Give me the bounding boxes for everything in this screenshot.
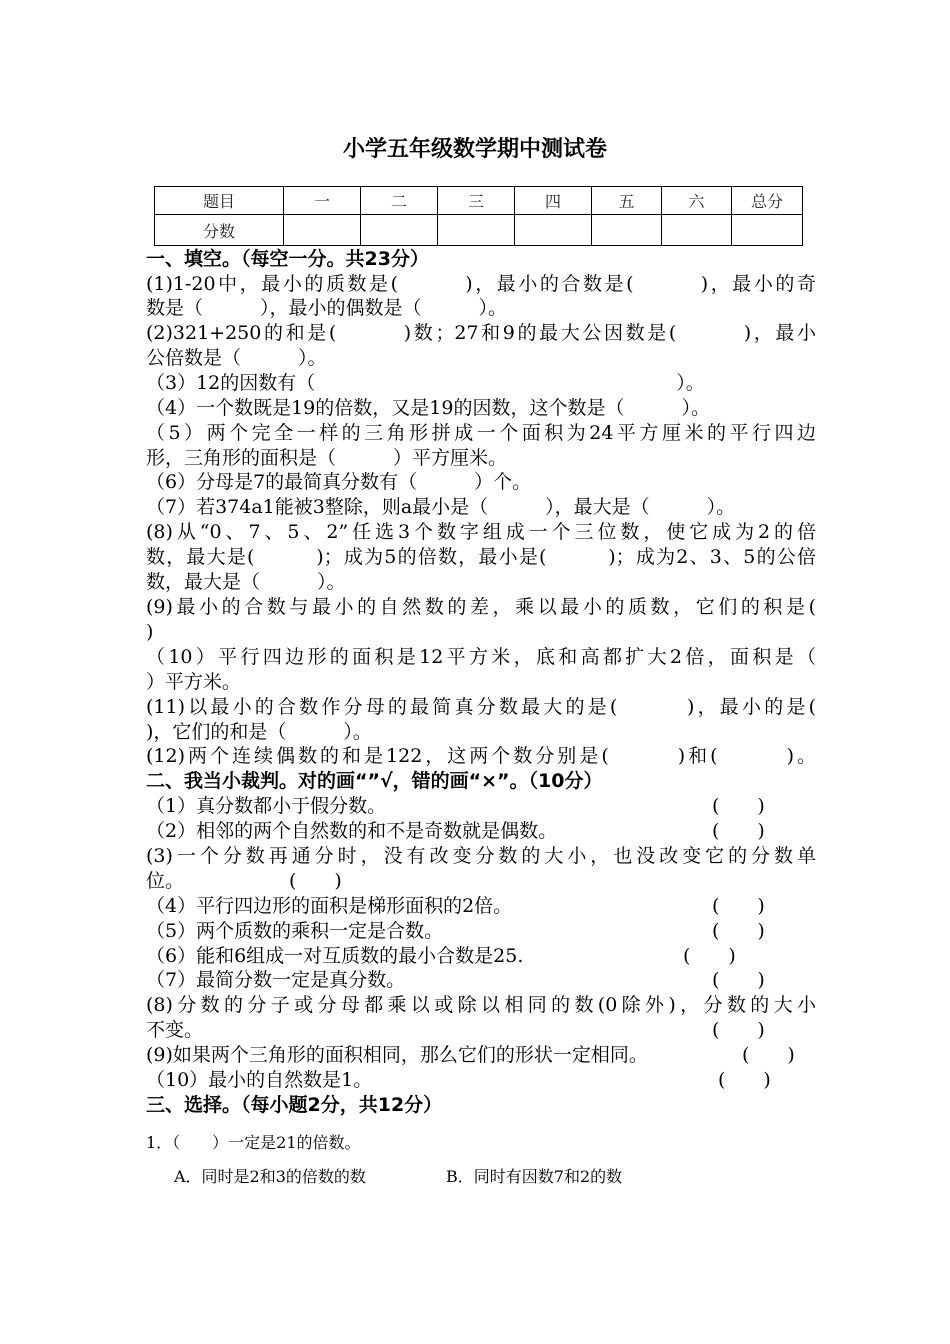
answer-paren[interactable]: ( ) bbox=[712, 795, 765, 817]
judge-item: （2）相邻的两个自然数的和不是奇数就是偶数。 bbox=[146, 820, 558, 842]
score-cell: 二 bbox=[361, 187, 438, 215]
score-cell: 六 bbox=[662, 187, 732, 215]
question-line: 数是（ ），最小的偶数是（ ）。 bbox=[146, 297, 508, 319]
judge-item: (3)一个分数再通分时，没有改变分数的大小，也没改变它的分数单 bbox=[146, 845, 816, 867]
choice-option-b[interactable]: B．同时有因数7和2的数 bbox=[446, 1167, 623, 1186]
score-input-cell[interactable] bbox=[515, 215, 592, 246]
judge-item: (9)如果两个三角形的面积相同，那么它们的形状一定相同。 bbox=[146, 1044, 648, 1066]
question-line: (11)以最小的合数作分母的最简真分数最大的是( )，最小的是( bbox=[146, 696, 816, 718]
question-line: 形，三角形的面积是（ ）平方厘米。 bbox=[146, 447, 508, 469]
section1-heading: 一、填空。（每空一分。共23分） bbox=[146, 248, 429, 270]
page-title: 小学五年级数学期中测试卷 bbox=[342, 137, 607, 162]
judge-item: （1）真分数都小于假分数。 bbox=[146, 795, 387, 817]
question-line: ）平方米。 bbox=[146, 671, 242, 693]
choice-option-a[interactable]: A．同时是2和3的倍数的数 bbox=[174, 1167, 366, 1186]
score-table-header-row bbox=[155, 187, 803, 215]
score-cell: 一 bbox=[284, 187, 361, 215]
question-line: ) bbox=[146, 621, 154, 643]
score-cell: 题目 bbox=[155, 187, 284, 215]
question-line: 公倍数是（ ）。 bbox=[146, 347, 327, 369]
question-line: (2)321+250的和是( )数；27和9的最大公因数是( )，最小 bbox=[146, 322, 816, 344]
question-line: (12)两个连续偶数的和是122，这两个数分别是( )和( )。 bbox=[146, 745, 816, 767]
judge-item: （7）最简分数一定是真分数。 bbox=[146, 969, 406, 991]
question-line: (9)最小的合数与最小的自然数的差，乘以最小的质数，它们的积是( bbox=[146, 596, 816, 618]
score-cell: 四 bbox=[515, 187, 592, 215]
section3-heading: 三、选择。（每小题2分，共12分） bbox=[146, 1094, 443, 1116]
score-cell: 三 bbox=[438, 187, 515, 215]
score-cell: 五 bbox=[592, 187, 662, 215]
score-table bbox=[154, 186, 803, 246]
section2-heading: 二、我当小裁判。对的画“”√，错的画“×”。（10分） bbox=[146, 770, 603, 792]
judge-item: (8)分数的分子或分母都乘以或除以相同的数(0除外)，分数的大小 bbox=[146, 994, 816, 1016]
score-input-cell[interactable] bbox=[361, 215, 438, 246]
score-input-cell[interactable] bbox=[438, 215, 515, 246]
judge-item: （6）能和6组成一对互质数的最小合数是25. bbox=[146, 945, 524, 967]
score-cell: 分数 bbox=[155, 215, 284, 246]
judge-item: 不变。 bbox=[146, 1019, 204, 1041]
question-line: )，它们的和是（ ）。 bbox=[146, 721, 372, 743]
answer-paren[interactable]: ( ) bbox=[712, 969, 765, 991]
question-line: (8)从“0、7、5、2”任选3个数字组成一个三位数，使它成为2的倍 bbox=[146, 521, 816, 543]
answer-paren[interactable]: ( ) bbox=[712, 1019, 765, 1041]
answer-paren[interactable]: ( ) bbox=[718, 1069, 771, 1091]
score-input-cell[interactable] bbox=[732, 215, 803, 246]
answer-paren[interactable]: ( ) bbox=[683, 945, 736, 967]
answer-paren[interactable]: ( ) bbox=[289, 870, 342, 892]
question-line: (1)1-20中，最小的质数是( )，最小的合数是( )，最小的奇 bbox=[146, 273, 816, 295]
question-line: 数，最大是（ ）。 bbox=[146, 571, 346, 593]
question-line: 数，最大是( )；成为5的倍数，最小是( )；成为2、3、5的公倍 bbox=[146, 546, 816, 568]
judge-item: （5）两个质数的乘积一定是合数。 bbox=[146, 920, 444, 942]
score-input-cell[interactable] bbox=[662, 215, 732, 246]
question-line: （7）若374a1能被3整除，则a最小是（ ），最大是（ ）。 bbox=[146, 496, 736, 518]
question-line: （10）平行四边形的面积是12平方米，底和高都扩大2倍，面积是（ bbox=[146, 646, 816, 668]
question-line: （5）两个完全一样的三角形拼成一个面积为24平方厘米的平行四边 bbox=[146, 422, 816, 444]
score-input-cell[interactable] bbox=[284, 215, 361, 246]
answer-paren[interactable]: ( ) bbox=[742, 1044, 795, 1066]
answer-paren[interactable]: ( ) bbox=[712, 920, 765, 942]
answer-paren[interactable]: ( ) bbox=[712, 895, 765, 917]
score-input-cell[interactable] bbox=[592, 215, 662, 246]
question-line: （4）一个数既是19的倍数，又是19的因数，这个数是（ ）。 bbox=[146, 397, 710, 419]
question-line: （3）12的因数有（ ）。 bbox=[146, 372, 705, 394]
judge-item: 位。 bbox=[146, 870, 185, 892]
question-line: （6）分母是7的最简真分数有（ ）个。 bbox=[146, 471, 532, 493]
score-cell: 总分 bbox=[732, 187, 803, 215]
judge-item: （4）平行四边形的面积是梯形面积的2倍。 bbox=[146, 895, 513, 917]
choice-question: 1．（ ）一定是21的倍数。 bbox=[146, 1133, 361, 1152]
answer-paren[interactable]: ( ) bbox=[712, 820, 765, 842]
score-table-score-row bbox=[155, 215, 803, 246]
judge-item: （10）最小的自然数是1。 bbox=[146, 1069, 373, 1091]
